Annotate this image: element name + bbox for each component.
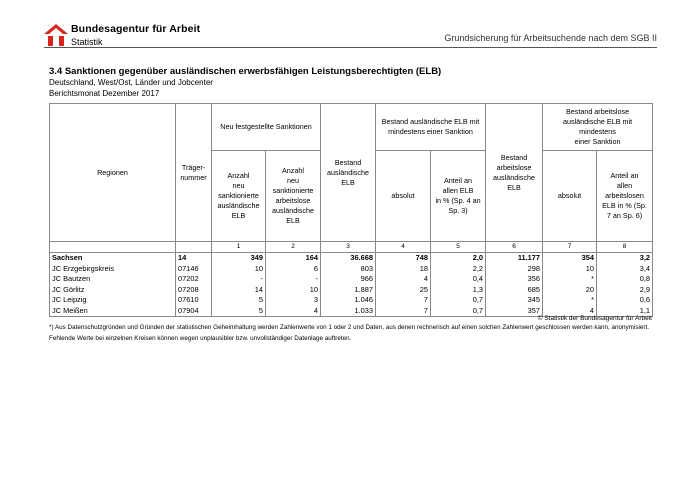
cell-c8: 3,4 [597, 264, 653, 275]
cell-c5: 0,7 [431, 295, 486, 306]
cell-c6: 298 [486, 264, 543, 275]
cell-region: JC Bautzen [50, 274, 176, 285]
cell-c1: - [212, 274, 266, 285]
header-divider [44, 47, 657, 48]
cell-c3: 803 [321, 264, 376, 275]
cell-nr: 07904 [176, 306, 212, 317]
cell-region: JC Leipzig [50, 295, 176, 306]
cell-c7: 4 [543, 306, 597, 317]
brand-name: Bundesagentur für Arbeit [71, 23, 201, 35]
cell-c2: 3 [266, 295, 321, 306]
cell-c6: 345 [486, 295, 543, 306]
cell-c3: 1.046 [321, 295, 376, 306]
colnum: 2 [266, 242, 321, 253]
brand-subtitle: Statistik [71, 37, 103, 47]
cell-nr: 07146 [176, 264, 212, 275]
colnum: 4 [376, 242, 431, 253]
cell-c8: 2,9 [597, 285, 653, 296]
header-col8: Anteil an allen arbeitslosen ELB in % (Sp. 7 an Sp. 6) [597, 151, 653, 242]
cell-c3: 1.033 [321, 306, 376, 317]
cell-c2: 4 [266, 306, 321, 317]
footnote-anonymization: *) Aus Datenschutzgründen und Gründen der statistischen Geheimhaltung werden Zahlenwerte von 1 oder 2 und Daten, aus denen rechnerisch auf einen solchen Zahlenwert geschlossen werden kann, anonymisiert. [49, 324, 649, 331]
cell-region: JC Görlitz [50, 285, 176, 296]
footnote-missing-values: Fehlende Werte bei einzelnen Kreisen können wegen unplausibler bzw. unvollständiger Datenlage auftreten. [49, 335, 352, 342]
cell-c7: * [543, 295, 597, 306]
cell-c1: 10 [212, 264, 266, 275]
cell-c1: 5 [212, 295, 266, 306]
cell-c4: 18 [376, 264, 431, 275]
cell-c4: 25 [376, 285, 431, 296]
header-col3: Bestand ausländische ELB [321, 104, 376, 242]
header-group-bestand-sanktion: Bestand ausländische ELB mit mindestens einer Sanktion [376, 104, 486, 151]
cell-c6: 11.177 [486, 253, 543, 264]
header-col7: absolut [543, 151, 597, 242]
cell-nr: 07202 [176, 274, 212, 285]
cell-c1: 5 [212, 306, 266, 317]
sanctions-table [49, 103, 653, 317]
cell-c5: 1,3 [431, 285, 486, 296]
header-group-neu-sanktionen: Neu festgestellte Sanktionen [212, 104, 321, 151]
cell-c2: 6 [266, 264, 321, 275]
cell-region: Sachsen [50, 253, 176, 264]
colnum: 6 [486, 242, 543, 253]
cell-c5: 2,2 [431, 264, 486, 275]
cell-region: JC Meißen [50, 306, 176, 317]
header-title: Grundsicherung für Arbeitsuchende nach dem SGB II [444, 33, 657, 43]
cell-c8: 3,2 [597, 253, 653, 264]
header-col6: Bestand arbeitslose ausländische ELB [486, 104, 543, 242]
cell-c1: 14 [212, 285, 266, 296]
cell-c4: 7 [376, 295, 431, 306]
cell-c2: 164 [266, 253, 321, 264]
header-col1: Anzahl neu sanktionierte ausländische ELB [212, 151, 266, 242]
cell-c3: 36.668 [321, 253, 376, 264]
table-row [50, 253, 653, 264]
cell-c6: 685 [486, 285, 543, 296]
cell-c4: 748 [376, 253, 431, 264]
table-body [50, 253, 653, 317]
cell-c7: 354 [543, 253, 597, 264]
cell-c7: * [543, 274, 597, 285]
cell-c8: 1,1 [597, 306, 653, 317]
header-regionen: Regionen [50, 104, 176, 242]
colnum: 3 [321, 242, 376, 253]
colnum: 1 [212, 242, 266, 253]
cell-c7: 10 [543, 264, 597, 275]
cell-nr: 14 [176, 253, 212, 264]
table-row [50, 274, 653, 285]
cell-nr: 07208 [176, 285, 212, 296]
colnum: 8 [597, 242, 653, 253]
colnum: 7 [543, 242, 597, 253]
header-col4: absolut [376, 151, 431, 242]
cell-c4: 7 [376, 306, 431, 317]
colnum-empty [50, 242, 176, 253]
cell-c5: 0,4 [431, 274, 486, 285]
header-group-arbeitslose-sanktion: Bestand arbeitslose ausländische ELB mit mindestens einer Sanktion [543, 104, 653, 151]
cell-c3: 1.887 [321, 285, 376, 296]
ba-logo-icon [44, 24, 68, 46]
cell-c8: 0,8 [597, 274, 653, 285]
header-col2: Anzahl neu sanktionierte arbeitslose ausländische ELB [266, 151, 321, 242]
cell-c6: 357 [486, 306, 543, 317]
header-col5: Anteil an allen ELB in % (Sp. 4 an Sp. 3) [431, 151, 486, 242]
report-title: 3.4 Sanktionen gegenüber ausländischen erwerbsfähigen Leistungsberechtigten (ELB) [49, 66, 442, 77]
table-row [50, 295, 653, 306]
table-row [50, 264, 653, 275]
cell-c1: 349 [212, 253, 266, 264]
cell-c2: - [266, 274, 321, 285]
cell-c8: 0,6 [597, 295, 653, 306]
source-note: © Statistik der Bundesagentur für Arbeit [537, 315, 652, 322]
report-month: Berichtsmonat Dezember 2017 [49, 89, 160, 98]
cell-c2: 10 [266, 285, 321, 296]
cell-c4: 4 [376, 274, 431, 285]
cell-nr: 07610 [176, 295, 212, 306]
cell-c3: 966 [321, 274, 376, 285]
colnum-empty [176, 242, 212, 253]
table-row [50, 285, 653, 296]
cell-c7: 20 [543, 285, 597, 296]
cell-region: JC Erzgebirgskreis [50, 264, 176, 275]
colnum: 5 [431, 242, 486, 253]
cell-c5: 0,7 [431, 306, 486, 317]
cell-c6: 356 [486, 274, 543, 285]
report-subtitle: Deutschland, West/Ost, Länder und Jobcenter [49, 78, 213, 87]
header-traegernummer: Träger- nummer [176, 104, 212, 242]
cell-c5: 2,0 [431, 253, 486, 264]
